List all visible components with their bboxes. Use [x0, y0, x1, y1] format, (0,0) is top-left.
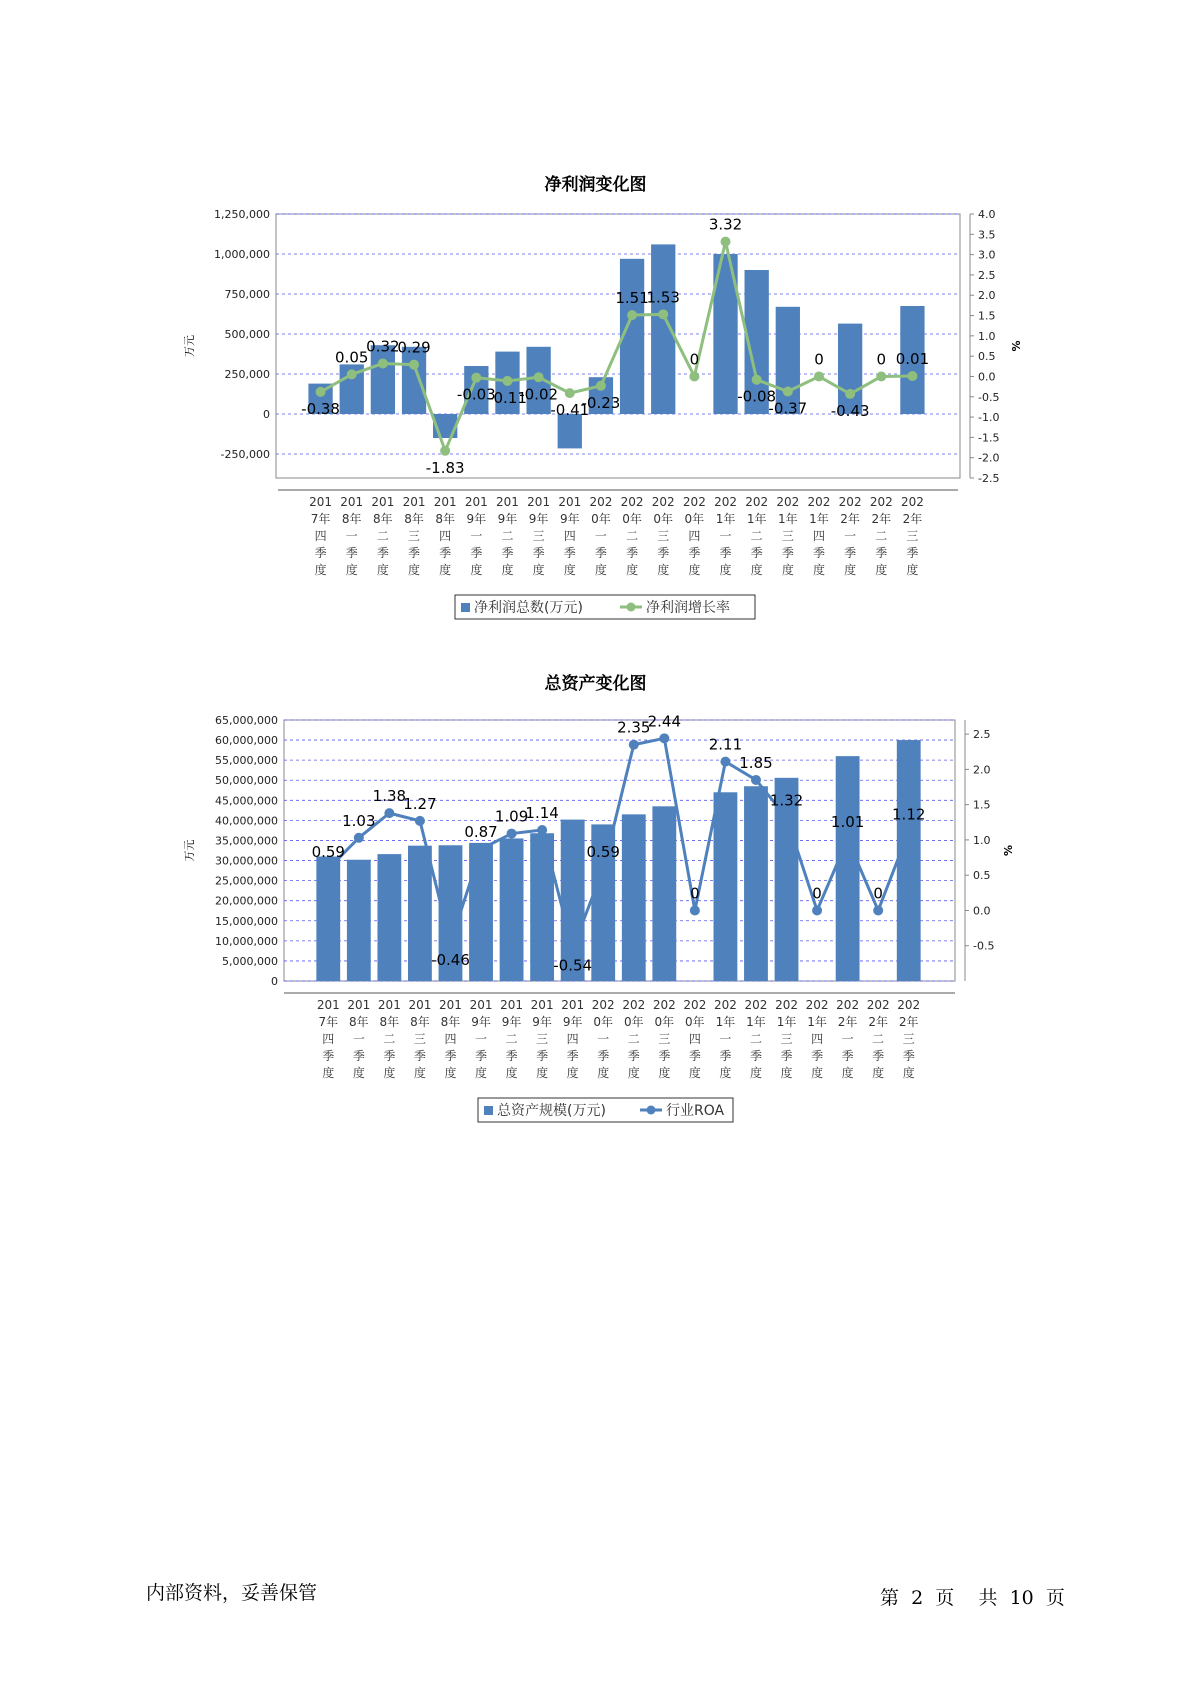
chart1-data-label: -0.43 — [830, 401, 870, 420]
chart2-right-tick-label: 0.5 — [973, 869, 991, 883]
chart1-right-tick-label: 1.5 — [978, 309, 996, 323]
chart1-category-label: 201 9年一季度 — [464, 495, 488, 577]
chart2-line-point — [476, 844, 486, 854]
chart1-data-label: -0.41 — [550, 401, 590, 420]
chart2-left-tick-label: 20,000,000 — [215, 894, 278, 908]
chart2-right-tick-label: 2.0 — [973, 763, 991, 777]
chart2-data-label: 1.12 — [892, 805, 926, 824]
chart1-category-label: 201 8年四季度 — [433, 495, 457, 577]
chart1-legend-line-label: 净利润增长率 — [646, 600, 730, 616]
chart1-right-tick-label: -0.5 — [978, 390, 1000, 404]
chart1-title: 净利润变化图 — [544, 175, 647, 195]
chart1-category-label: 202 0年四季度 — [682, 495, 706, 577]
chart2-data-label: 0 — [812, 884, 822, 903]
chart2-category-label: 202 2年一季度 — [836, 998, 860, 1080]
chart1-category-label: 202 0年一季度 — [589, 495, 613, 577]
chart2-y2label: % — [1002, 844, 1015, 857]
chart2-left-tick-label: 60,000,000 — [215, 734, 278, 748]
chart1-data-label: -1.83 — [425, 458, 465, 477]
chart1-data-label: 3.32 — [708, 215, 743, 234]
chart1-data-label: -0.11 — [488, 388, 527, 407]
chart2-line-point — [568, 944, 578, 954]
chart2-left-tick-label: 65,000,000 — [215, 714, 278, 727]
chart2-data-label: 2.11 — [708, 735, 743, 754]
chart1-right-tick-label: 1.0 — [978, 329, 996, 343]
chart1-left-tick-label: 250,000 — [224, 368, 270, 381]
chart1-data-label: 0.05 — [335, 348, 369, 367]
chart2-right-tick-label: 1.0 — [973, 833, 991, 847]
chart1-category-label: 202 1年二季度 — [745, 495, 769, 577]
chart2-line-point — [445, 938, 455, 948]
chart2-ylabel: 万元 — [183, 839, 196, 862]
chart1-right-tick-label: 2.5 — [978, 268, 996, 282]
chart2-bar — [836, 756, 860, 981]
chart2-right-tick-label: 0.0 — [973, 904, 991, 918]
chart2-bar — [469, 843, 493, 981]
chart2-left-tick-label: 45,000,000 — [215, 794, 278, 808]
chart1-right-tick-label: 0.5 — [978, 350, 996, 364]
chart2-category-label: 201 8年二季度 — [377, 998, 401, 1080]
chart1-data-label: 0 — [689, 350, 700, 369]
chart2-category-label: 201 9年三季度 — [530, 998, 554, 1080]
chart2-line-point — [537, 825, 547, 835]
chart1-left-tick-label: 1,000,000 — [214, 248, 270, 261]
chart1-category-label: 201 7年四季度 — [309, 495, 333, 577]
chart2-line-point — [507, 829, 517, 839]
chart2-line-point — [843, 834, 853, 844]
chart2-category-label: 201 8年一季度 — [347, 998, 371, 1080]
chart2-category-label: 202 1年四季度 — [805, 998, 829, 1080]
chart2-right-tick-label: 1.5 — [973, 798, 991, 812]
chart1-left-tick-label: 1,250,000 — [214, 208, 270, 221]
chart2-data-label: 1.27 — [403, 794, 437, 813]
chart2-category-label: 202 0年一季度 — [591, 998, 615, 1080]
chart2-data-label: 1.03 — [342, 811, 376, 830]
chart2-line-point — [354, 833, 364, 843]
chart2-line-point — [873, 905, 883, 915]
chart2-data-label: 1.14 — [525, 804, 559, 823]
chart2-legend-line-label: 行业ROA — [666, 1103, 725, 1119]
chart2-bar — [377, 854, 401, 981]
chart1-data-label: -0.38 — [301, 399, 340, 418]
chart1-legend-bar-label: 净利润总数(万元) — [474, 600, 583, 616]
chart1-ylabel: 万元 — [183, 335, 196, 357]
chart2-left-tick-label: 40,000,000 — [215, 814, 278, 828]
chart2-data-label: 1.32 — [769, 791, 804, 810]
chart2-line-point — [598, 864, 608, 874]
chart2-category-label: 202 0年四季度 — [683, 998, 707, 1080]
chart2-category-label: 202 1年一季度 — [713, 998, 737, 1080]
chart2-data-label: -0.46 — [431, 950, 470, 969]
chart2-left-tick-label: 25,000,000 — [215, 874, 278, 888]
chart2-category-label: 202 2年二季度 — [866, 998, 890, 1080]
chart1-data-label: -0.08 — [737, 387, 777, 406]
chart2-bar — [744, 786, 768, 981]
chart1-category-label: 202 1年一季度 — [714, 495, 737, 577]
total-unit: 页 — [1045, 1587, 1065, 1609]
chart1-right-tick-label: -1.0 — [978, 411, 1000, 425]
chart2-line-point — [751, 775, 761, 785]
chart2-legend-bar-label: 总资产规模(万元) — [497, 1103, 606, 1119]
chart1-right-tick-label: -2.5 — [978, 472, 1000, 485]
chart1-category-label: 201 9年四季度 — [558, 495, 582, 577]
chart1-data-label: -0.03 — [456, 385, 496, 404]
chart1-data-label: 0 — [814, 350, 824, 369]
chart2-bar — [347, 860, 371, 981]
chart2-data-label: 2.35 — [617, 718, 651, 737]
chart2-category-label: 202 1年三季度 — [775, 998, 798, 1080]
total-prefix: 共 — [978, 1587, 998, 1609]
chart2-category-label: 201 8年四季度 — [439, 998, 462, 1080]
chart1-category-label: 201 9年二季度 — [496, 495, 519, 577]
chart2-bar — [408, 846, 432, 981]
chart1-right-tick-label: 3.0 — [978, 248, 996, 262]
chart2-bar — [500, 838, 524, 981]
page-total: 10 — [1009, 1587, 1034, 1609]
chart2-category-label: 201 9年二季度 — [500, 998, 524, 1080]
chart1-category-label: 202 1年三季度 — [776, 495, 800, 577]
chart1-data-label: 0.01 — [895, 350, 930, 369]
chart2-category-label: 202 0年二季度 — [622, 998, 646, 1080]
chart2-right-tick-label: 2.5 — [973, 728, 991, 742]
chart2-data-label: 1.38 — [372, 787, 407, 806]
chart1-left-tick-label: 0 — [263, 408, 270, 421]
chart1-category-label: 201 8年一季度 — [340, 495, 364, 577]
chart1-category-label: 202 0年三季度 — [651, 495, 675, 577]
chart2-data-label: 0 — [690, 884, 700, 903]
chart2-legend-bar-swatch — [484, 1106, 493, 1115]
chart1-left-tick-label: -250,000 — [220, 448, 270, 461]
chart2-left-tick-label: 10,000,000 — [215, 934, 278, 948]
chart1-category-label: 202 2年一季度 — [838, 495, 862, 577]
chart2-bar — [714, 792, 738, 981]
chart2-bar — [622, 814, 646, 981]
chart1-data-label: 0 — [876, 350, 887, 369]
chart2-category-label: 202 2年三季度 — [897, 998, 921, 1080]
chart2-left-tick-label: 50,000,000 — [215, 774, 278, 788]
chart1-category-label: 202 2年二季度 — [869, 495, 893, 577]
chart1-category-label: 201 9年三季度 — [527, 495, 551, 577]
chart2-data-label: 0.59 — [311, 842, 345, 861]
chart2-left-tick-label: 55,000,000 — [215, 754, 278, 768]
chart1-right-tick-label: 4.0 — [978, 208, 996, 221]
chart2-left-tick-label: 0 — [271, 975, 278, 988]
chart2-line-point — [415, 816, 425, 826]
chart2-bar — [652, 806, 676, 981]
chart2-category-label: 202 0年三季度 — [652, 998, 676, 1080]
chart2-data-label: 2.44 — [647, 712, 682, 731]
page-prefix: 第 — [880, 1587, 900, 1609]
chart1-category-label: 202 1年四季度 — [807, 495, 831, 577]
chart1-right-tick-label: 0.0 — [978, 370, 996, 384]
chart2-line-point — [629, 740, 639, 750]
chart1-data-label: 1.51 — [615, 289, 649, 308]
chart1-data-label: -0.02 — [519, 385, 559, 404]
chart2-left-tick-label: 30,000,000 — [215, 854, 278, 868]
chart1-category-label: 202 2年三季度 — [900, 495, 924, 577]
chart2-line-point — [384, 808, 394, 818]
chart2-data-label: 0.59 — [586, 842, 620, 861]
chart2-legend-line-marker — [647, 1106, 656, 1115]
chart2-title: 总资产变化图 — [544, 674, 647, 694]
chart1-y2label: % — [1010, 340, 1023, 352]
page-current: 2 — [911, 1587, 924, 1609]
chart2-line-point — [659, 733, 669, 743]
page-unit: 页 — [935, 1587, 955, 1609]
chart2-data-label: 1.85 — [739, 753, 773, 772]
confidential-note: 内部资料，妥善保管 — [146, 1582, 318, 1604]
chart1-data-label: -0.37 — [768, 399, 808, 418]
chart1-category-label: 201 8年三季度 — [402, 495, 426, 577]
chart2-bar — [897, 740, 921, 981]
chart2-bar — [316, 857, 340, 981]
chart1-right-tick-label: -1.5 — [978, 431, 1000, 445]
chart2-data-label: 0 — [873, 884, 883, 903]
chart1-left-tick-label: 500,000 — [224, 328, 270, 341]
chart2-data-label: -0.54 — [553, 956, 593, 975]
chart1-category-label: 201 8年二季度 — [371, 495, 395, 577]
chart2-data-label: 0.87 — [464, 823, 498, 842]
page-number — [880, 1583, 1065, 1610]
chart2-category-label: 201 9年四季度 — [561, 998, 585, 1080]
chart2-category-label: 202 1年二季度 — [744, 998, 768, 1080]
chart1-data-label: -0.23 — [581, 393, 621, 412]
chart2-line-point — [720, 757, 730, 767]
chart2-left-tick-label: 5,000,000 — [222, 954, 278, 968]
chart1-data-label: 0.32 — [366, 337, 400, 356]
chart2-bar — [530, 833, 554, 981]
chart2-line-point — [690, 905, 700, 915]
chart2-line-point — [323, 864, 333, 874]
chart2-line-point — [812, 905, 822, 915]
chart1-data-label: 1.53 — [646, 288, 680, 307]
chart2-right-tick-label: -0.5 — [973, 939, 995, 953]
chart2-data-label: 1.01 — [830, 813, 865, 832]
chart2-category-label: 201 7年四季度 — [316, 998, 340, 1080]
chart1-data-label: 0.29 — [397, 338, 431, 357]
chart2-category-label: 201 9年一季度 — [469, 998, 493, 1080]
chart2-left-tick-label: 35,000,000 — [215, 834, 278, 848]
chart2-left-tick-label: 15,000,000 — [215, 914, 278, 928]
chart1-right-tick-label: 2.0 — [978, 289, 996, 303]
chart2-category-label: 201 8年三季度 — [408, 998, 432, 1080]
chart1-right-tick-label: -2.0 — [978, 451, 1000, 465]
chart2-data-label: 1.09 — [494, 807, 529, 826]
chart1-category-label: 202 0年二季度 — [620, 495, 644, 577]
chart1-left-tick-label: 750,000 — [224, 288, 270, 301]
chart2-line-point — [904, 826, 914, 836]
chart1-right-tick-label: 3.5 — [978, 228, 996, 242]
chart2-line-point — [782, 812, 792, 822]
